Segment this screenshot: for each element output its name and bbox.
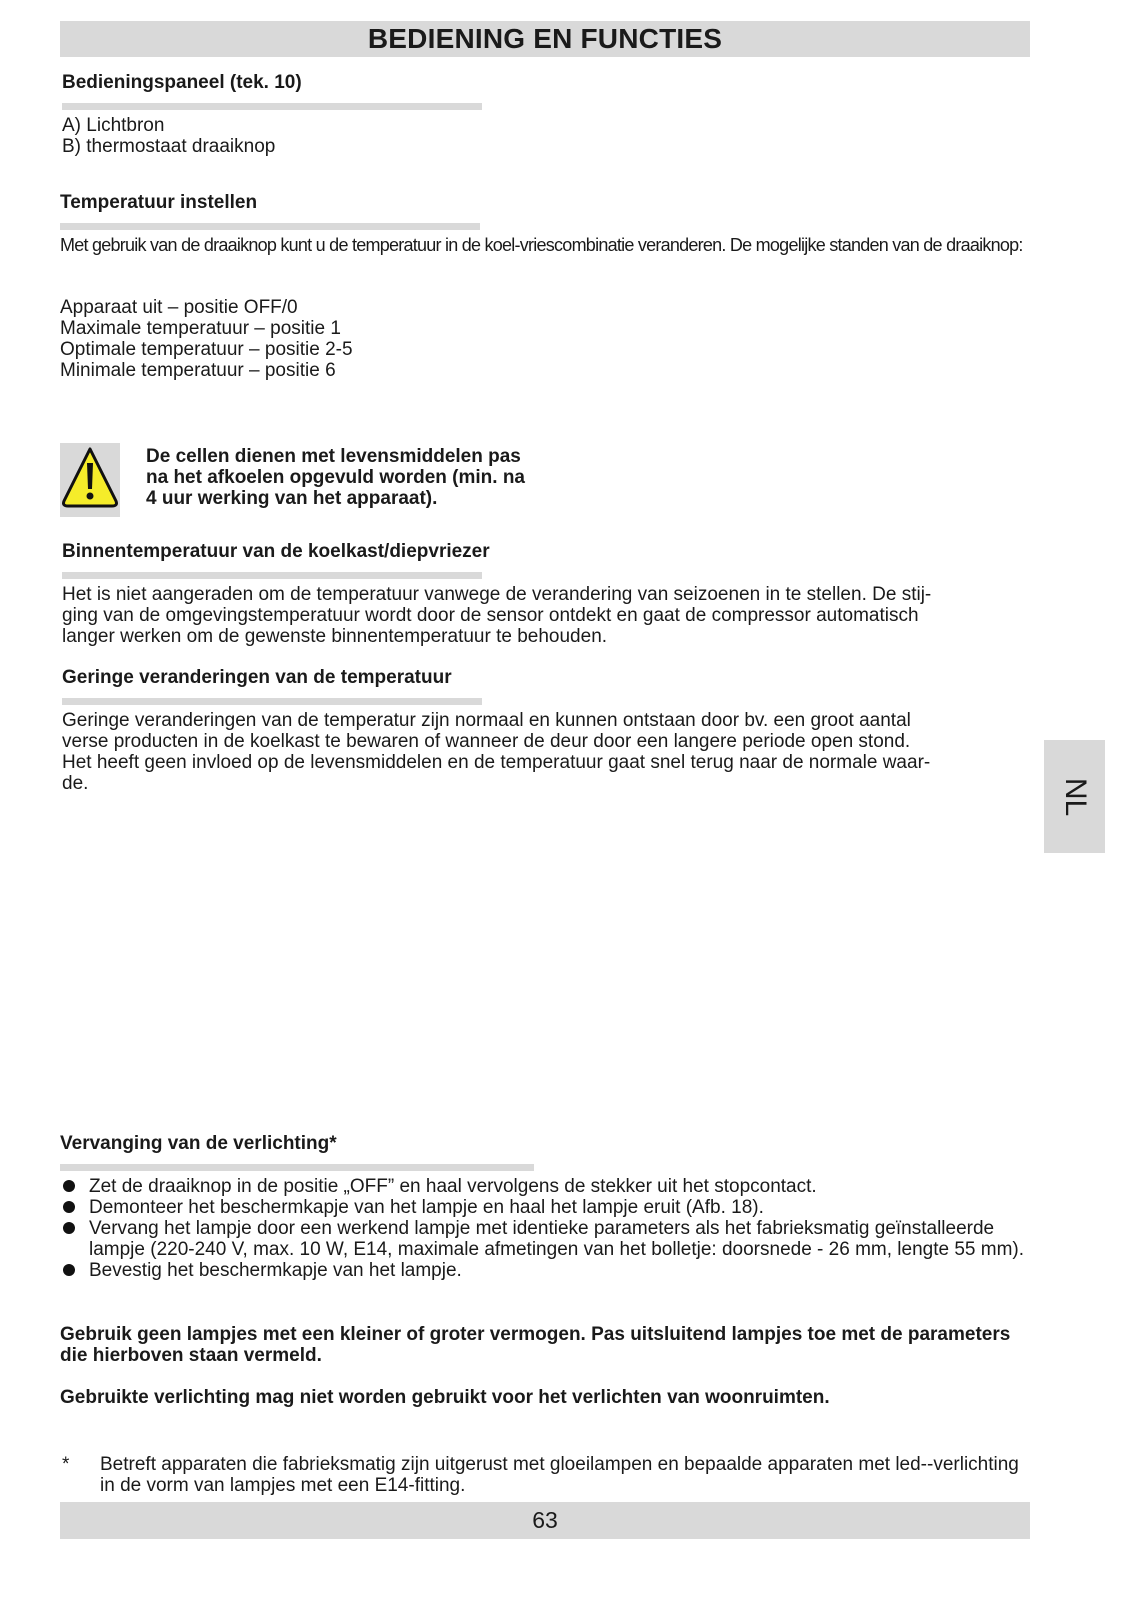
bullet-icon (63, 1201, 75, 1213)
small-changes-text: Geringe veranderingen van de temperatur zijn normaal en kunnen ontstaan door bv. een groot aantal verse producten in de koelkast te bewaren of wanneer de deur door een langere periode open stond. Het heeft geen invloed op de levensmiddelen en de temperatuur gaat snel terug naar de normale waar- de. (62, 710, 931, 794)
warning-box (60, 443, 120, 517)
heading-underline (62, 572, 482, 579)
language-tab-label: NL (1058, 777, 1092, 816)
bullet-icon (63, 1222, 75, 1234)
bullet-icon (63, 1264, 75, 1276)
list-item: Minimale temperatuur – positie 6 (60, 360, 336, 381)
list-item: Bevestig het beschermkapje van het lampje. (60, 1260, 1032, 1281)
section-heading-small-changes: Geringe veranderingen van de temperatuur (62, 667, 452, 688)
list-item: Optimale temperatuur – positie 2-5 (60, 339, 353, 360)
page-number: 63 (60, 1502, 1030, 1539)
set-temperature-intro: Met gebruik van de draaiknop kunt u de temperatuur in de koel-vriescombinatie veranderen. De mogelijke standen van de draaiknop: (60, 235, 1023, 255)
list-item: Vervang het lampje door een werkend lampje met identieke parameters als het fabrieksmatig geïnstalleerde lampje (220-240 V, max. 10 W, E14, maximale afmetingen van het bolletje: doorsnede - 26 mm, lengte 55 mm). (60, 1218, 1032, 1260)
warning-text: De cellen dienen met levensmiddelen pas na het afkoelen opgevuld worden (min. na 4 uur werking van het apparaat). (146, 446, 525, 509)
footnote-text: Betreft apparaten die fabrieksmatig zijn uitgerust met gloeilampen en bepaalde apparaten met led--verlichting in de vorm van lampjes met een E14-fitting. (100, 1454, 1019, 1496)
heading-underline (62, 698, 482, 705)
section-heading-set-temperature: Temperatuur instellen (60, 192, 258, 213)
lighting-steps-list (60, 1176, 1032, 1281)
footnote-marker: * (62, 1454, 70, 1475)
lighting-warning-2: Gebruikte verlichting mag niet worden gebruikt voor het verlichten van woonruimten. (60, 1387, 830, 1408)
inner-temperature-text: Het is niet aangeraden om de temperatuur vanwege de verandering van seizoenen in te stellen. De stij- ging van de omgevingstemperatuur wordt door de sensor ontdekt en gaat de compressor automatisch langer werken om de gewenste binnentemperatuur te behouden. (62, 584, 932, 647)
heading-underline (60, 1164, 534, 1171)
language-tab (1044, 740, 1105, 853)
page-title: BEDIENING EN FUNCTIES (60, 21, 1030, 57)
section-heading-lighting: Vervanging van de verlichting* (60, 1133, 337, 1154)
bullet-icon (63, 1180, 75, 1192)
list-item: B) thermostaat draaiknop (62, 136, 276, 157)
lighting-warning-1: Gebruik geen lampjes met een kleiner of groter vermogen. Pas uitsluitend lampjes toe met de parameters die hierboven staan vermeld. (60, 1324, 1011, 1366)
control-panel-list (62, 115, 275, 157)
dial-positions-list (60, 297, 353, 381)
section-heading-inner-temperature: Binnentemperatuur van de koelkast/diepvriezer (62, 541, 490, 562)
section-heading-control-panel: Bedieningspaneel (tek. 10) (62, 72, 302, 93)
list-item: Apparaat uit – positie OFF/0 (60, 297, 298, 318)
heading-underline (60, 223, 480, 230)
heading-underline (62, 103, 482, 110)
list-item: Zet de draaiknop in de positie „OFF” en haal vervolgens de stekker uit het stopcontact. (60, 1176, 1032, 1197)
list-item: A) Lichtbron (62, 115, 165, 136)
list-item: Maximale temperatuur – positie 1 (60, 318, 341, 339)
warning-triangle-icon (60, 443, 120, 517)
list-item: Demonteer het beschermkapje van het lampje en haal het lampje eruit (Afb. 18). (60, 1197, 1032, 1218)
